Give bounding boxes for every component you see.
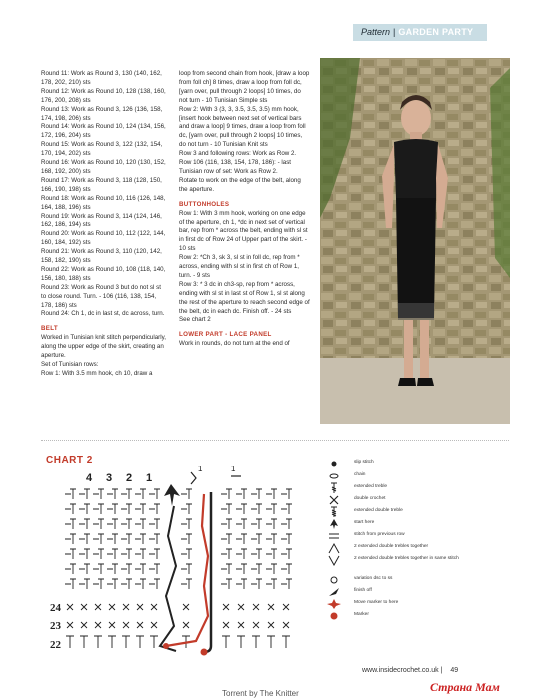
belt-paragraph: Row 1: With 3.5 mm hook, ch 10, draw a (41, 369, 153, 377)
belt-row-instruction: Row 3 and following rows: Work as Row 2. (179, 150, 297, 158)
treble-stitch-symbol (282, 636, 290, 648)
treble-stitch-symbol (281, 564, 292, 574)
treble-stitch-symbol (79, 489, 90, 499)
see-chart-note: See chart 2 (179, 316, 211, 324)
treble-stitch-symbol (79, 504, 90, 514)
treble-stitch-symbol (93, 564, 104, 574)
treble-stitch-symbol (65, 549, 76, 559)
legend-label: chain (354, 472, 366, 477)
legend-label: Move marker to here (354, 600, 399, 605)
double-crochet-icon (326, 494, 342, 506)
round-instruction: Round 12: Work as Round 10, 128 (138, 160, 176, 200, 208) sts (41, 87, 166, 104)
treble-stitch-symbol (107, 534, 118, 544)
treble-stitch-symbol (93, 504, 104, 514)
double-crochet-symbol (109, 622, 115, 628)
double-crochet-symbol (238, 604, 244, 610)
treble-stitch-symbol (93, 534, 104, 544)
chart-row-label: 22 (50, 639, 61, 651)
treble-stitch-symbol (93, 519, 104, 529)
treble-stitch-symbol (65, 504, 76, 514)
treble-stitch-symbol (135, 519, 146, 529)
treble-stitch-symbol (121, 564, 132, 574)
double-crochet-symbol (223, 604, 229, 610)
chart-row-label: 23 (50, 620, 61, 632)
treble-stitch-symbol (266, 564, 277, 574)
treble-stitch-symbol (107, 519, 118, 529)
round-instruction: Round 22: Work as Round 10, 108 (118, 140, 156, 180, 188) sts (41, 265, 166, 282)
belt-row-instruction: Rotate to work on the edge of the belt, along the aperture. (179, 176, 301, 193)
treble-stitch-symbol (221, 564, 232, 574)
treble-stitch-symbol (107, 549, 118, 559)
watermark: Страна Мам (430, 680, 500, 694)
treble-stitch-symbol (65, 579, 76, 589)
treble-stitch-symbol (135, 549, 146, 559)
treble-stitch-symbol (135, 504, 146, 514)
chart-column-number: 2 (126, 472, 133, 484)
two-dtr-same-stitch-icon (326, 554, 342, 566)
treble-stitch-symbol (266, 519, 277, 529)
chart-marker (163, 643, 169, 649)
legend-label: 2 extended double trebles together in same stitch (354, 556, 459, 561)
variation-dsc-icon (326, 574, 342, 586)
treble-stitch-symbol (236, 504, 247, 514)
belt-row-instruction: loop from second chain from hook, [draw a loop from foll ch] 8 times, draw a loop from foll dc, [yarn over, pull through 2 loops] 10 times, do not turn - 10 Tunisian Simple sts (179, 70, 310, 104)
treble-stitch-symbol (79, 579, 90, 589)
legend-label: Marker (354, 612, 369, 617)
treble-stitch-symbol (281, 534, 292, 544)
treble-stitch-symbol (221, 504, 232, 514)
double-crochet-symbol (283, 622, 289, 628)
belt-paragraph: Worked in Tunisian knit stitch perpendicularly, along the upper edge of the skirt, creating an aperture. (41, 334, 166, 360)
treble-stitch-symbol (65, 564, 76, 574)
double-crochet-symbol (238, 622, 244, 628)
treble-stitch-symbol (79, 519, 90, 529)
treble-stitch-symbol (149, 504, 160, 514)
chart-title: CHART 2 (46, 455, 93, 466)
treble-stitch-symbol (79, 534, 90, 544)
double-crochet-symbol (67, 604, 73, 610)
treble-stitch-symbol (135, 534, 146, 544)
start-here-icon (164, 484, 180, 506)
legend-label: slip stitch (354, 460, 374, 465)
treble-stitch-symbol (181, 489, 192, 499)
website-url: www.insidecrochet.co.uk (362, 667, 439, 674)
treble-stitch-symbol (121, 489, 132, 499)
treble-stitch-symbol (181, 549, 192, 559)
round-instruction: Round 15: Work as Round 3, 122 (132, 154, 170, 194, 202) sts (41, 141, 163, 158)
treble-stitch-symbol (266, 489, 277, 499)
treble-stitch-symbol (281, 519, 292, 529)
chain-icon (326, 470, 342, 482)
treble-stitch-symbol (121, 579, 132, 589)
round-instruction: Round 18: Work as Round 10, 116 (126, 148, 164, 188, 196) sts (41, 194, 166, 211)
treble-stitch-symbol (221, 519, 232, 529)
chart-marker (201, 649, 208, 656)
chart-stitch-grid (65, 489, 292, 648)
treble-stitch-symbol (236, 549, 247, 559)
buttonholes-heading: BUTTONHOLES (179, 200, 230, 208)
double-crochet-symbol (151, 604, 157, 610)
credit-text: Torrent by The Knitter (222, 689, 299, 698)
round-instruction: Round 16: Work as Round 10, 120 (130, 152, 168, 192, 200) sts (41, 159, 166, 175)
treble-stitch-symbol (79, 549, 90, 559)
treble-stitch-symbol (236, 579, 247, 589)
treble-stitch-symbol (135, 564, 146, 574)
double-crochet-symbol (123, 622, 129, 628)
treble-stitch-symbol (108, 636, 116, 648)
treble-stitch-symbol (65, 519, 76, 529)
treble-stitch-symbol (93, 489, 104, 499)
treble-stitch-symbol (181, 579, 192, 589)
section-header-tab: Pattern | GARDEN PARTY (353, 24, 487, 41)
finish-off-icon (326, 586, 342, 598)
double-crochet-symbol (268, 604, 274, 610)
treble-stitch-symbol (66, 636, 74, 648)
round-instruction: Round 13: Work as Round 3, 126 (136, 158, 174, 198, 206) sts (41, 105, 163, 122)
section-label: Pattern (361, 27, 391, 37)
stitch-from-previous-row-icon (326, 530, 342, 542)
round-instruction: Round 21: Work as Round 3, 110 (120, 142, 158, 182, 190) sts (41, 248, 162, 265)
treble-stitch-symbol (236, 534, 247, 544)
round-instruction: Round 23: Work as Round 3 but do not sl st to close round. Turn. - 106 (116, 138, 154, 178, 186) sts (41, 283, 161, 309)
buttonhole-instruction: Row 2: *Ch 3, sk 3, sl st in foll dc, rep from * across, ending with sl st in first ch of Row 1, turn. - 9 sts (179, 254, 300, 279)
treble-stitch-symbol (65, 534, 76, 544)
lower-part-paragraph: Work in rounds, do not turn at the end of (179, 340, 290, 348)
treble-stitch-symbol (251, 519, 262, 529)
treble-stitch-symbol (221, 579, 232, 589)
double-crochet-symbol (81, 622, 87, 628)
text-column-left (41, 70, 167, 379)
belt-row-instruction: Row 2: With 3 (3, 3, 3.5, 3.5, 3.5) mm hook, [insert hook between next set of vertical bars and draw a loop] 9 times, draw a loop from foll dc, [yarn over, pull through 2 loops] 10 times, do not turn - 10 Tunisian Knit sts (179, 105, 306, 149)
treble-stitch-symbol (236, 519, 247, 529)
round-instruction: Round 11: Work as Round 3, 130 (140, 162, 178, 202, 210) sts (41, 70, 162, 86)
chart-column-number: 3 (106, 472, 113, 484)
treble-stitch-symbol (181, 519, 192, 529)
legend-label: extended treble (354, 484, 388, 489)
buttonhole-instruction: Row 1: With 3 mm hook, working on one edge of the aperture, ch 1, *dc in next set of vertical bar, rep from * across the belt, ending with sl st in first dc of Row 24 of Upper part of the skirt. - 10 sts (179, 209, 308, 253)
model-photo (320, 58, 510, 424)
slip-stitch-icon (326, 458, 342, 470)
double-crochet-symbol (137, 622, 143, 628)
round-instruction: Round 17: Work as Round 3, 118 (128, 150, 166, 190, 198) sts (41, 176, 162, 193)
legend-label: 2 extended double trebles together (354, 544, 429, 549)
treble-stitch-symbol (121, 519, 132, 529)
treble-stitch-symbol (266, 504, 277, 514)
round-instruction: Round 24: Ch 1, dc in last st, dc across, turn. (41, 310, 165, 318)
round-instruction: Round 19: Work as Round 3, 114 (124, 146, 162, 186, 194) sts (41, 212, 162, 229)
treble-stitch-symbol (222, 636, 230, 648)
treble-stitch-symbol (251, 579, 262, 589)
double-crochet-symbol (109, 604, 115, 610)
treble-stitch-symbol (251, 489, 262, 499)
pattern-title: GARDEN PARTY (398, 27, 474, 37)
treble-stitch-symbol (94, 636, 102, 648)
treble-stitch-symbol (93, 549, 104, 559)
treble-stitch-symbol (121, 534, 132, 544)
double-crochet-symbol (81, 604, 87, 610)
chart-row-label: 24 (50, 602, 61, 614)
double-crochet-symbol (253, 622, 259, 628)
model-photo-illustration (320, 58, 510, 424)
legend-label: finish off (354, 588, 372, 593)
treble-stitch-symbol (251, 549, 262, 559)
double-crochet-symbol (95, 604, 101, 610)
treble-stitch-symbol (149, 519, 160, 529)
legend-label: variation dsc to ss (354, 576, 393, 581)
double-crochet-symbol (123, 604, 129, 610)
treble-stitch-symbol (121, 504, 132, 514)
treble-stitch-symbol (251, 564, 262, 574)
treble-stitch-symbol (221, 489, 232, 499)
double-crochet-symbol (95, 622, 101, 628)
belt-stitch-path (160, 506, 176, 651)
legend-label: start here (354, 520, 375, 525)
treble-stitch-symbol (150, 636, 158, 648)
text-column-right (179, 70, 310, 349)
treble-stitch-symbol (281, 549, 292, 559)
crochet-chart-2 (36, 466, 326, 666)
treble-stitch-symbol (181, 564, 192, 574)
chart-column-number: 1 (146, 472, 153, 484)
treble-stitch-symbol (251, 504, 262, 514)
double-crochet-symbol (183, 622, 189, 628)
treble-stitch-symbol (181, 504, 192, 514)
chart-side-number: 1 (198, 466, 203, 473)
chart-side-number: 1 (231, 466, 236, 473)
chart-column-number: 4 (86, 472, 93, 484)
treble-stitch-symbol (135, 579, 146, 589)
legend-label: stitch from previous row (354, 532, 405, 537)
treble-stitch-symbol (122, 636, 130, 648)
treble-stitch-symbol (236, 489, 247, 499)
double-crochet-symbol (67, 622, 73, 628)
double-crochet-symbol (268, 622, 274, 628)
treble-stitch-symbol (149, 549, 160, 559)
treble-stitch-symbol (135, 489, 146, 499)
start-here-icon (326, 518, 342, 530)
two-dtr-together-icon (326, 542, 342, 554)
treble-stitch-symbol (149, 579, 160, 589)
page-footer: www.insidecrochet.co.uk | 49 (362, 667, 459, 674)
legend-label: double crochet (354, 496, 386, 501)
treble-stitch-symbol (149, 489, 160, 499)
treble-stitch-symbol (281, 489, 292, 499)
double-crochet-symbol (223, 622, 229, 628)
treble-stitch-symbol (237, 636, 245, 648)
treble-stitch-symbol (251, 534, 262, 544)
treble-stitch-symbol (93, 579, 104, 589)
treble-stitch-symbol (266, 534, 277, 544)
page-number: 49 (450, 667, 459, 674)
direction-arrow-icon (191, 472, 196, 484)
treble-stitch-symbol (149, 534, 160, 544)
legend-label: extended double treble (354, 508, 403, 513)
marker-icon (326, 610, 342, 622)
treble-stitch-symbol (65, 489, 76, 499)
treble-stitch-symbol (136, 636, 144, 648)
treble-stitch-symbol (121, 549, 132, 559)
buttonhole-instruction: Row 3: * 3 dc in ch3-sp, rep from * across, ending with sl st in last st of Row 1, sl st along the rest of the aperture to reach second edge of the belt, dc in each dc. Finish off. - 24 sts (179, 280, 310, 315)
double-crochet-symbol (183, 604, 189, 610)
treble-stitch-symbol (149, 564, 160, 574)
double-crochet-symbol (283, 604, 289, 610)
treble-stitch-symbol (181, 534, 192, 544)
extended-treble-icon (326, 482, 342, 494)
treble-stitch-symbol (80, 636, 88, 648)
double-crochet-symbol (137, 604, 143, 610)
treble-stitch-symbol (236, 564, 247, 574)
double-crochet-symbol (151, 622, 157, 628)
extended-double-treble-icon (326, 506, 342, 518)
treble-stitch-symbol (266, 579, 277, 589)
treble-stitch-symbol (107, 564, 118, 574)
belt-heading: BELT (41, 325, 58, 333)
lower-part-heading: LOWER PART - LACE PANEL (179, 331, 272, 339)
treble-stitch-symbol (252, 636, 260, 648)
treble-stitch-symbol (221, 534, 232, 544)
treble-stitch-symbol (221, 549, 232, 559)
round-instruction: Round 20: Work as Round 10, 112 (122, 144, 160, 184, 192) sts (41, 230, 166, 247)
belt-paragraph: Set of Tunisian rows: (41, 361, 99, 368)
move-marker-icon (326, 598, 342, 610)
treble-stitch-symbol (281, 504, 292, 514)
round-instruction: Round 14: Work as Round 10, 124 (134, 156, 172, 196, 204) sts (41, 123, 166, 140)
belt-row-instruction: Row 106 (116, 138, 154, 178, 186): - last Tunisian row of set: Work as Row 2. (179, 159, 292, 175)
treble-stitch-symbol (267, 636, 275, 648)
treble-stitch-symbol (107, 579, 118, 589)
double-crochet-symbol (253, 604, 259, 610)
treble-stitch-symbol (107, 489, 118, 499)
treble-stitch-symbol (266, 549, 277, 559)
treble-stitch-symbol (281, 579, 292, 589)
section-divider (41, 440, 509, 441)
treble-stitch-symbol (79, 564, 90, 574)
treble-stitch-symbol (107, 504, 118, 514)
